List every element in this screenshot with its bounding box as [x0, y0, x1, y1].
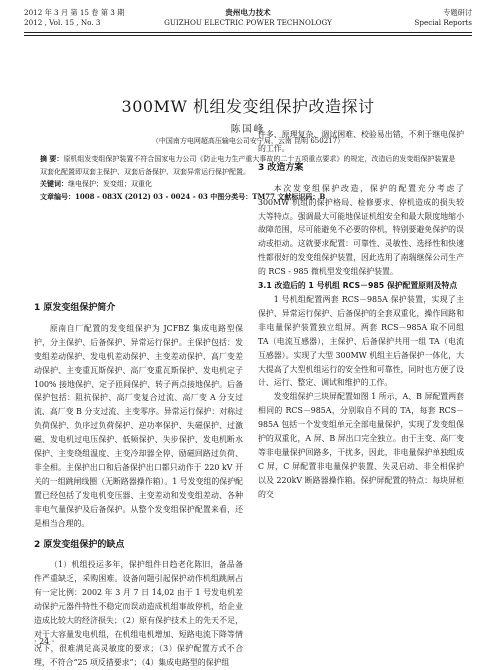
article-meta: 文章编号：1008 - 083X (2012) 03 - 0024 - 03 中图分类号：TM77 文献标识码：B [40, 191, 326, 201]
running-header [24, 8, 472, 38]
page-number: · 24 · [34, 637, 55, 646]
section-1-paragraph: 原南自厂配置的发变组保护为 JCFBZ 集成电路型保护，分主保护、后备保护、异常运行保护。主保护包括：发变组差动保护、发电机差动保护、主变差动保护、高厂变差动保护、主变重瓦斯保护、高厂变重瓦斯保护、发电机定子 100% 接地保护、定子匝间保护、转子两点接地保护。后备保护包括：阻抗保护、高厂变复合过流、高厂变 A 分支过流、高厂变 B 分支过流、主变零序。异常运行保护：对称过负荷保护、负序过负荷保护、逆功率保护、失磁保护、过激磁、发电机过电压保护、低频保护、失步保护、发电机断水保护、主变绕组温度、主变冷却器全停、励磁回路过负荷、非全相。主保护出口和后备保护出口都只动作于 220 kV 开关的一组跳闸线圈（无断路器操作箱）。1 号发变组的保护配置已经包括了发电机变压器、主变差动和发变组差动、各种非电气量保护及后备保护。从整个发变组保护配置来看，还是相当合理的。 [34, 323, 243, 528]
header-journal: 贵州电力技术 GUIZHOU ELECTRIC POWER TECHNOLOGY [164, 8, 332, 27]
continued-paragraph: 件多、原理复杂、调试困难、校验易出错，不利于继电保护的工作。 [258, 130, 464, 153]
keywords: 关键词：继电保护；发变组；双重化 [40, 179, 152, 189]
section-2-heading: 2 原发变组保护的缺点 [34, 539, 125, 550]
section-3-1-paragraph-1: 1 号机组配置两套 RCS－985A 保护装置，实现了主保护、异常运行保护、后备保护的全套双重化，操作回路和非电量保护装置独立组屏。两套 RCS－985A 取不同组 TA（电流互感器），主保护、后备保护共用一组 TA（电流互感器）。实现了大型 300MW 机组主后备保护一体化，大大提高了大型机组运行的安全性和可靠性，同时也方便了设计、运行、整定、调试和维护的工作。 [258, 294, 464, 388]
header-rule-thick [24, 32, 472, 33]
section-3-1-heading: 3.1 改造后的 1 号机组 RCS－985 保护配置原则及特点 [258, 281, 458, 291]
right-column [258, 128, 464, 502]
left-column [34, 298, 243, 670]
section-1-heading: 1 原发变组保护简介 [34, 303, 116, 313]
header-rule-thin [24, 35, 472, 36]
article-author: 陈国峰 [230, 124, 266, 135]
header-section: 专题研讨 Special Reports [414, 8, 472, 27]
header-issue: 2012 年 3 月 第 15 卷 第 3 期 2012 , Vol. 15 , No. 3 [24, 8, 125, 27]
abstract: 摘 要：原机组发变组保护装置不符合国家电力公司《防止电力生产重大事故的二十五项重点要求》的规定，改造后的发变组保护装置是双套化配置即双套主保护、双套后备保护、双套异常运行保护配置。 [40, 154, 456, 176]
section-3-1-paragraph-2: 发变组保护三块屏配置如图 1 所示，A、B 屏配置两套相同的 RCS－985A，分别取自不同的 TA，每套 RCS－985A 包括一个发变组单元全部电量保护，实现了发变组保护的双重化，A 屏、B 屏出口完全独立。由于主变、高厂变等非电量保护回路多，干扰多，因此，非电量保护单独组成 C 屏，C 屏配置非电量保护装置、失灵启动、非全相保护以及 220kV 断路器操作箱。保护屏配置的特点：每块屏柜的交 [258, 392, 464, 499]
section-2-paragraph: （1）机组投运多年，保护组件日趋老化陈旧，备品备件严重缺乏，采购困难。设备问题引起保护动作机组跳闸占有一定比例：2002 年 3 月 7 日 14,02 由于 1 号发电机差动保护元器件特性不稳定而误动造成机组事故停机，给企业造成比较大的经济损失；（2）原有保护技术上的先天不足，对于大容量发电机组，在机组电机增加、短路电流下降等情况下，很难满足高灵敏度的要求；（3）保护配置方式不合理，不符合“25 项反措要求”；（4）集成电路型的保护组 [34, 560, 243, 667]
section-3-paragraph: 本次发变组保护改造，保护的配置充分考虑了 300MW 机组的保护格局、检修要求、停机造成的损失较大等特点。强调最大可能地保证机组安全和最大限度地缩小故障范围，尽可能避免不必要的停机，特别要避免保护的误动或拒动。这就要求配置：可靠性、灵敏性、选择性和快速性都很好的发变组保护装置，因此选用了南瑞继保公司生产的 RCS - 985 微机型发变组保护装置。 [258, 183, 464, 277]
article-title: 300MW 机组发变组保护改造探讨 [121, 97, 375, 116]
article-affiliation: （中国南方电网超高压输电公司安宁局，云南 昆明 650217） [151, 137, 345, 145]
section-3-heading: 3 改造方案 [258, 162, 304, 173]
